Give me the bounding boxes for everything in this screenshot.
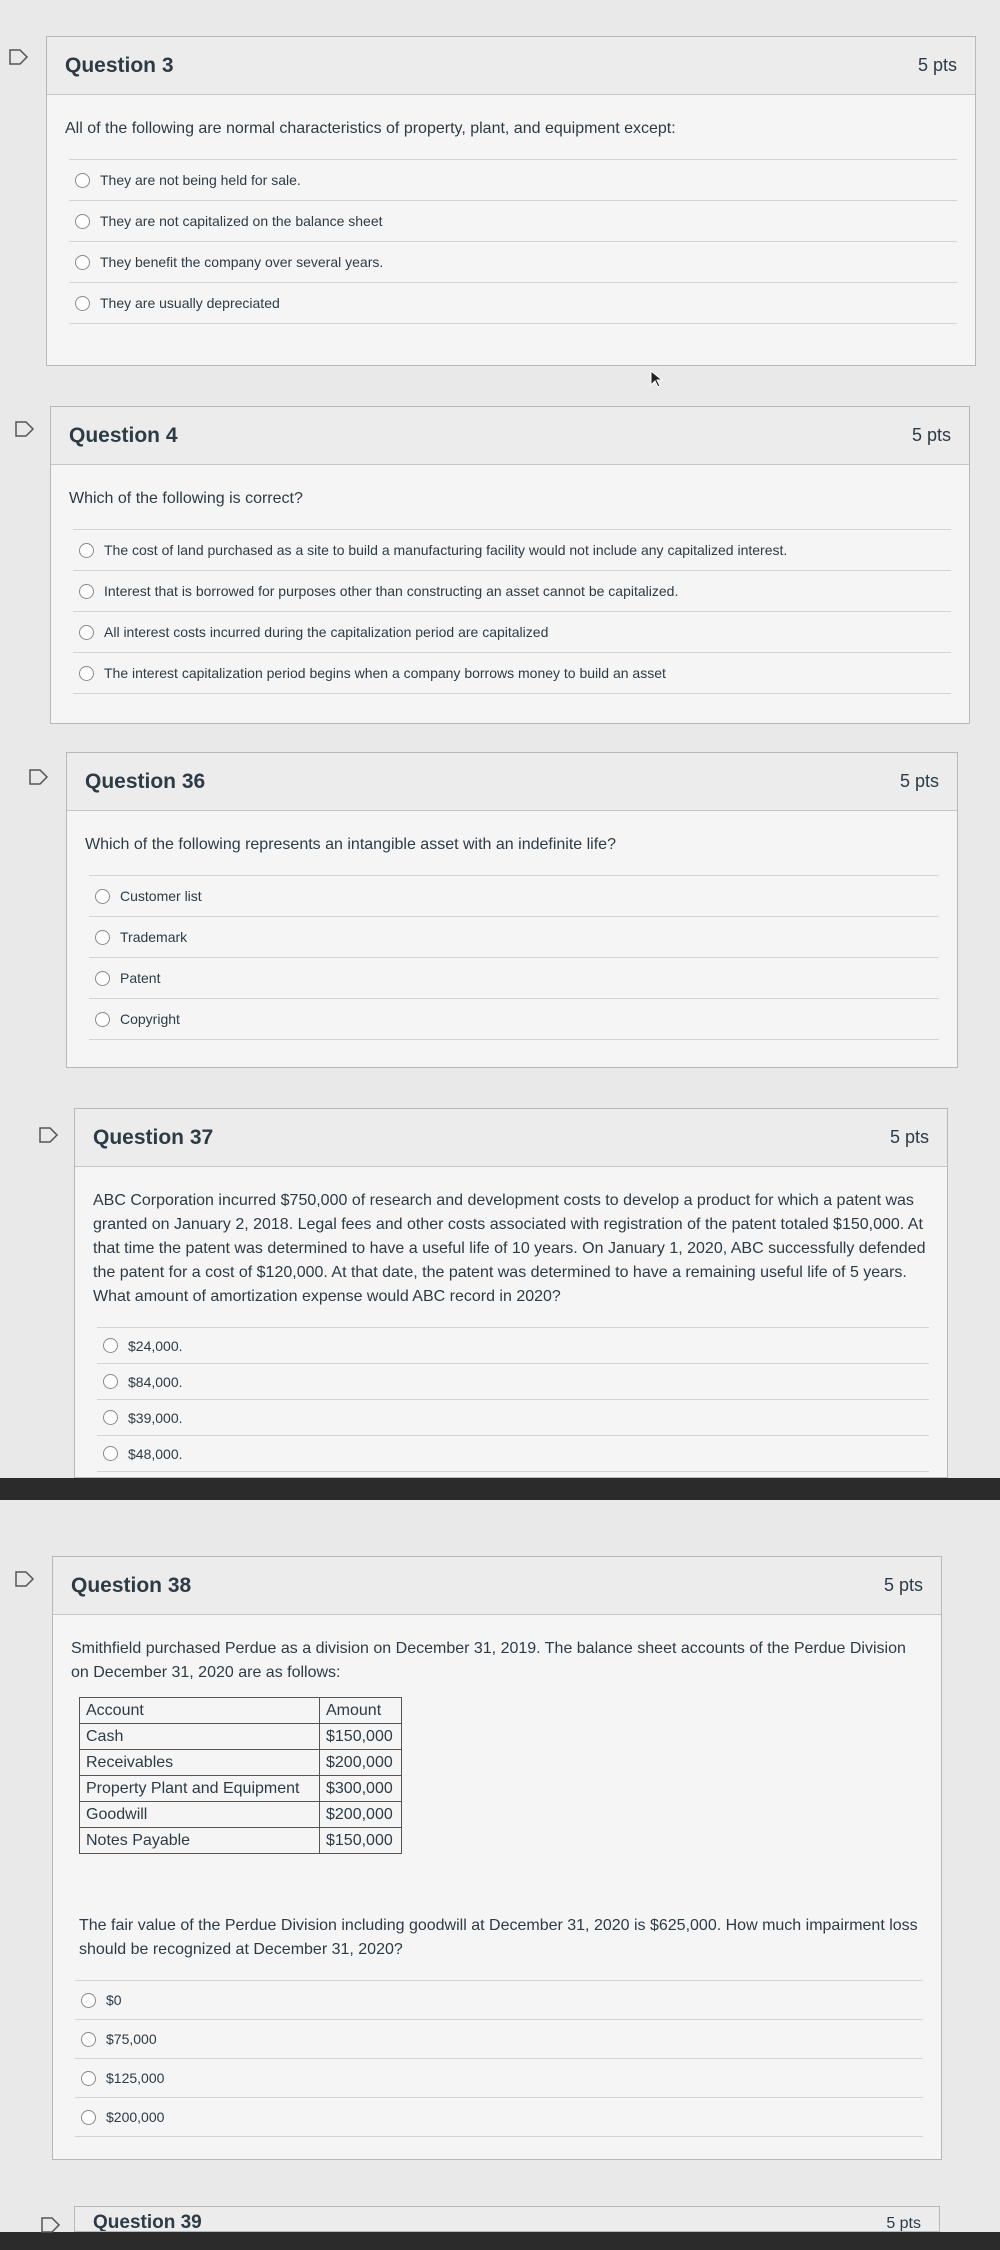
answer-option[interactable]: [69, 283, 957, 324]
table-cell: $200,000: [320, 1802, 402, 1828]
question-header: [47, 37, 975, 95]
answer-label: The cost of land purchased as a site to build a manufacturing facility would not include any capitalized interest.: [104, 542, 788, 558]
flag-question-icon[interactable]: [14, 1570, 36, 1588]
photo-gap: [0, 2232, 1000, 2250]
answer-option[interactable]: [73, 653, 951, 694]
table-cell: $150,000: [320, 1828, 402, 1854]
question-text: Which of the following represents an intangible asset with an indefinite life?: [85, 836, 616, 853]
flag-question-icon[interactable]: [40, 2216, 62, 2234]
answer-option[interactable]: [97, 1328, 929, 1364]
question-points: 5 pts: [889, 1127, 929, 1147]
question-header: [75, 2207, 939, 2232]
answer-label: Trademark: [120, 929, 188, 945]
answer-option[interactable]: [69, 160, 957, 201]
question-text: Which of the following is correct?: [69, 490, 303, 507]
answer-label: They benefit the company over several years.: [100, 254, 384, 270]
radio-button[interactable]: [103, 1446, 118, 1461]
answer-label: All interest costs incurred during the capitalization period are capitalized: [104, 624, 549, 640]
answer-label: $125,000: [106, 2070, 165, 2086]
radio-button[interactable]: [95, 971, 110, 986]
table-cell: $150,000: [320, 1724, 402, 1750]
question-points: 5 pts: [886, 2215, 921, 2232]
radio-button[interactable]: [95, 1012, 110, 1027]
radio-button[interactable]: [79, 625, 94, 640]
table-header-row: [80, 1698, 402, 1724]
answer-label: $84,000.: [128, 1373, 183, 1390]
answer-list: [73, 529, 951, 694]
radio-button[interactable]: [79, 543, 94, 558]
answer-option[interactable]: [97, 1436, 929, 1472]
answer-option[interactable]: [75, 1981, 923, 2020]
table-row: [80, 1776, 402, 1802]
radio-button[interactable]: [103, 1374, 118, 1389]
answer-label: Patent: [120, 970, 161, 986]
table-row: [80, 1724, 402, 1750]
radio-button[interactable]: [95, 930, 110, 945]
answer-label: They are not capitalized on the balance sheet: [100, 213, 383, 229]
radio-button[interactable]: [103, 1338, 118, 1353]
answer-option[interactable]: [73, 530, 951, 571]
radio-button[interactable]: [103, 1410, 118, 1425]
question-title: Question 38: [71, 1573, 192, 1597]
answer-list: [89, 875, 939, 1040]
flag-question-icon[interactable]: [14, 420, 36, 438]
answer-option[interactable]: [75, 2059, 923, 2098]
question-title: Question 36: [85, 769, 206, 793]
radio-button[interactable]: [75, 255, 90, 270]
answer-label: $48,000.: [128, 1445, 183, 1462]
table-row: [80, 1750, 402, 1776]
radio-button[interactable]: [81, 2071, 96, 2086]
answer-label: They are not being held for sale.: [100, 172, 301, 188]
question-header: [51, 407, 969, 465]
answer-label: Copyright: [120, 1011, 180, 1027]
radio-button[interactable]: [81, 1993, 96, 2008]
answer-option[interactable]: [97, 1364, 929, 1400]
question-text-followup: The fair value of the Perdue Division including goodwill at December 31, 2020 is $625,000. How much impairment loss should be recognized at December 31, 2020?: [79, 1917, 918, 1958]
answer-option[interactable]: [73, 612, 951, 653]
question-header: [53, 1557, 941, 1615]
table-header-cell: Account: [80, 1698, 320, 1724]
answer-label: $24,000.: [128, 1337, 183, 1354]
answer-option[interactable]: [75, 2020, 923, 2059]
question-text: Smithfield purchased Perdue as a division on December 31, 2019. The balance sheet accounts of the Perdue Division on December 31, 2020 are as follows:: [71, 1640, 906, 1681]
answer-label: $0: [106, 1992, 122, 2008]
answer-option[interactable]: [69, 201, 957, 242]
answer-option[interactable]: [89, 958, 939, 999]
answer-list: [69, 159, 957, 324]
question-card: [52, 1556, 942, 2160]
answer-label: Interest that is borrowed for purposes other than constructing an asset cannot be capitalized.: [104, 583, 679, 599]
flag-question-icon[interactable]: [38, 1126, 60, 1144]
question-title: Question 37: [93, 1125, 214, 1149]
table-cell: $200,000: [320, 1750, 402, 1776]
question-text: All of the following are normal characteristics of property, plant, and equipment except:: [65, 120, 676, 137]
question-title: Question 39: [93, 2212, 202, 2232]
table-cell: Cash: [80, 1724, 320, 1750]
answer-option[interactable]: [73, 571, 951, 612]
mouse-cursor-icon: [650, 370, 664, 388]
answer-label: The interest capitalization period begins when a company borrows money to build an asset: [104, 665, 666, 681]
radio-button[interactable]: [95, 889, 110, 904]
question-body: [67, 811, 957, 1050]
answer-list: [97, 1327, 929, 1472]
radio-button[interactable]: [75, 296, 90, 311]
table-row: [80, 1828, 402, 1854]
table-cell: Property Plant and Equipment: [80, 1776, 320, 1802]
question-body: [75, 1167, 947, 1478]
answer-option[interactable]: [89, 876, 939, 917]
radio-button[interactable]: [79, 584, 94, 599]
radio-button[interactable]: [79, 666, 94, 681]
answer-label: They are usually depreciated: [100, 295, 280, 311]
question-points: 5 pts: [917, 55, 957, 75]
table-row: [80, 1802, 402, 1828]
radio-button[interactable]: [81, 2032, 96, 2047]
answer-list: [75, 1980, 923, 2137]
table-cell: Notes Payable: [80, 1828, 320, 1854]
radio-button[interactable]: [75, 214, 90, 229]
photo-gap: [0, 1478, 1000, 1500]
radio-button[interactable]: [75, 173, 90, 188]
question-card: [74, 1108, 948, 1478]
answer-option[interactable]: [89, 917, 939, 958]
question-header: [75, 1109, 947, 1167]
answer-label: $39,000.: [128, 1409, 183, 1426]
question-header: [67, 753, 957, 811]
answer-label: $200,000: [106, 2109, 165, 2125]
flag-question-icon[interactable]: [8, 48, 30, 66]
question-card: [50, 406, 970, 724]
table-cell: $300,000: [320, 1776, 402, 1802]
question-title: Question 3: [65, 53, 174, 77]
question-points: 5 pts: [899, 771, 939, 791]
question-card: [74, 2206, 940, 2232]
question-title: Question 4: [69, 423, 178, 447]
question-body: [47, 95, 975, 334]
answer-option[interactable]: [89, 999, 939, 1040]
question-card: [46, 36, 976, 366]
question-points: 5 pts: [911, 425, 951, 445]
answer-option[interactable]: [97, 1400, 929, 1436]
answer-label: Customer list: [120, 888, 202, 904]
table-cell: Receivables: [80, 1750, 320, 1776]
question-body: [51, 465, 969, 704]
table-header-cell: Amount: [320, 1698, 402, 1724]
answer-label: $75,000: [106, 2031, 157, 2047]
answer-option[interactable]: [75, 2098, 923, 2137]
question-body: [53, 1615, 941, 2147]
table-cell: Goodwill: [80, 1802, 320, 1828]
question-points: 5 pts: [883, 1575, 923, 1595]
balance-sheet-table: [79, 1697, 402, 1854]
question-text: ABC Corporation incurred $750,000 of research and development costs to develop a product for which a patent was granted on January 2, 2018. Legal fees and other costs associated with registration of the patent totaled $150,000. At that time the patent was determined to have a useful life of 10 years. On January 1, 2020, ABC successfully defended the patent for a cost of $120,000. At that date, the patent was determined to have a remaining useful life of 5 years. What amount of amortization expense would ABC record in 2020?: [93, 1192, 926, 1305]
flag-question-icon[interactable]: [28, 768, 50, 786]
radio-button[interactable]: [81, 2110, 96, 2125]
answer-option[interactable]: [69, 242, 957, 283]
question-card: [66, 752, 958, 1068]
